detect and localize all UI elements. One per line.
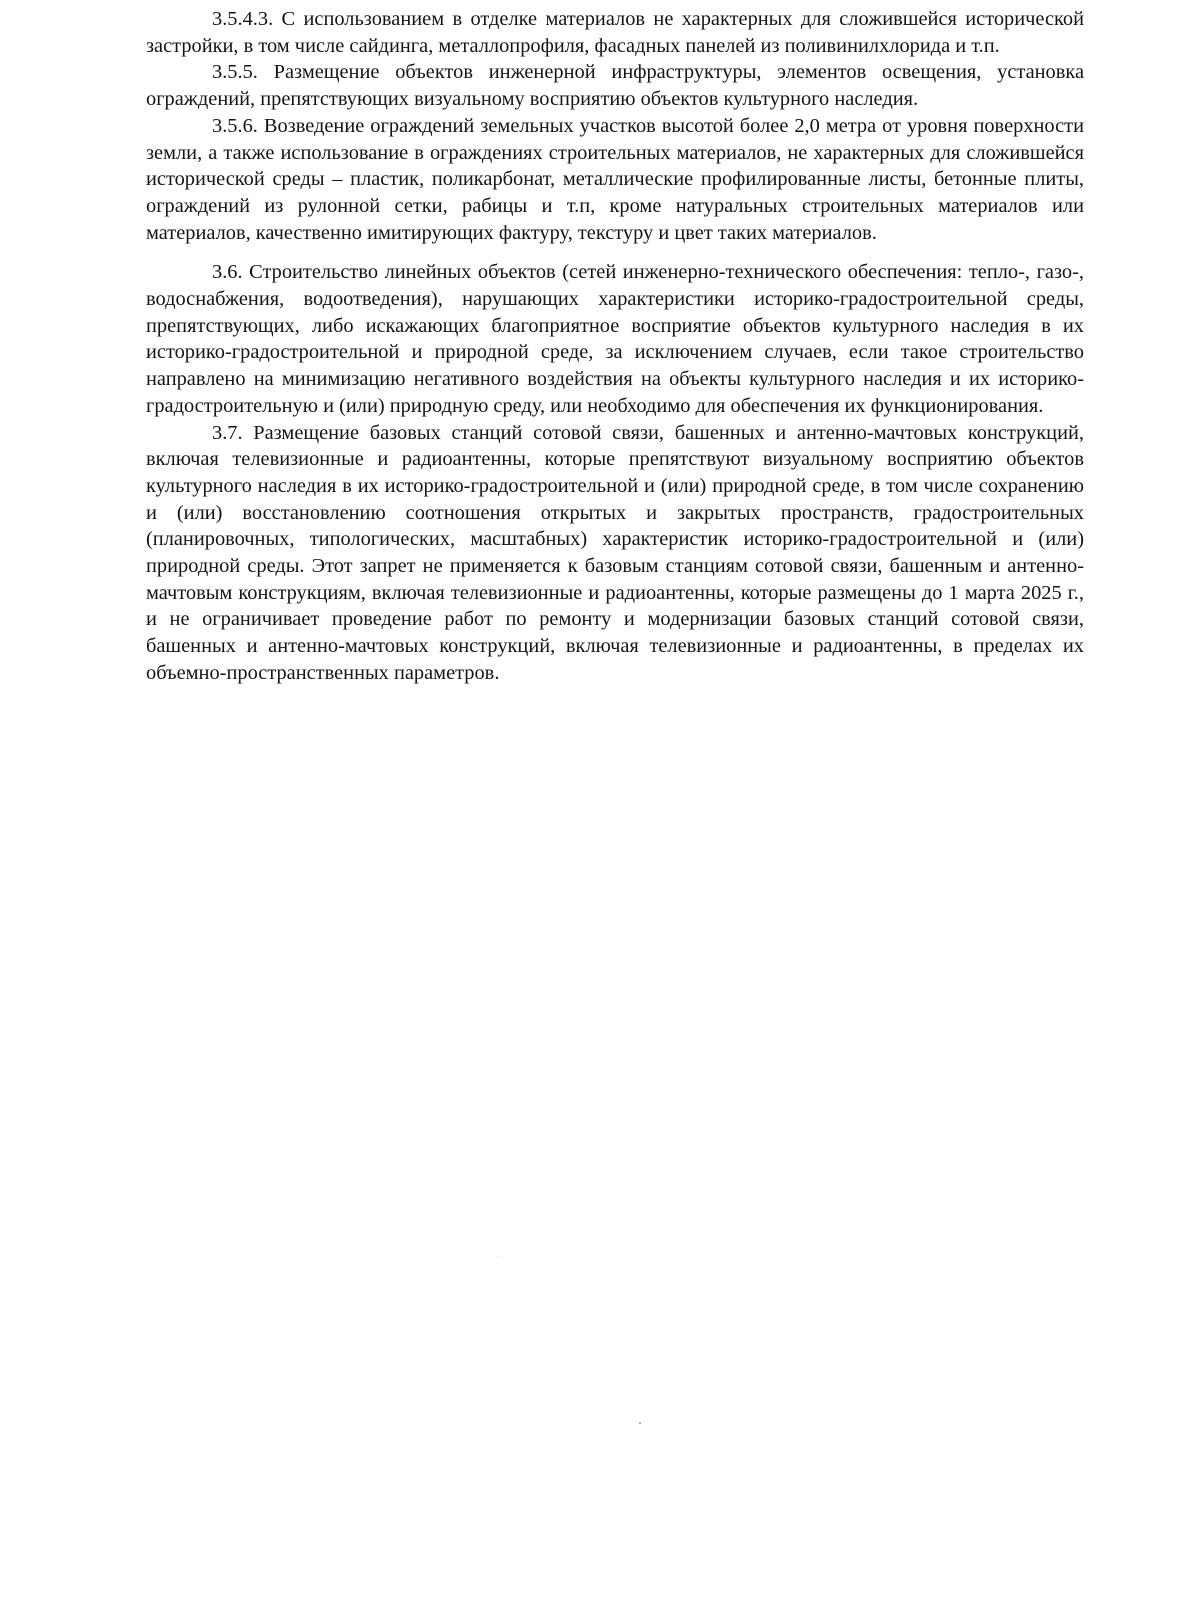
paragraph-3-5-4-3: 3.5.4.3. С использованием в отделке материалов не характерных для сложившейся исторической застройки, в том числе сайдинга, металлопрофиля, фасадных панелей из поливинилхлорида и т.п. xyxy=(146,8,1084,57)
scan-speck xyxy=(498,1256,499,1257)
scan-speck xyxy=(639,1422,641,1424)
document-body xyxy=(146,6,1084,687)
paragraph-3-5-5: 3.5.5. Размещение объектов инженерной инфраструктуры, элементов освещения, установка ограждений, препятствующих визуальному восприятию объектов культурного наследия. xyxy=(146,61,1084,111)
paragraph-3-5-6: 3.5.6. Возведение ограждений земельных участков высотой более 2,0 метра от уровня поверхности земли, а также использование в ограждениях строительных материалов, не характерных для сложившейся исторической среды – пластик, поликарбонат, металлические профилированные листы, бетонные плиты, ограждений из рулонной сетки, рабицы и т.п, кроме натуральных строительных материалов или материалов, качественно имитирующих фактуру, текстуру и цвет таких материалов. xyxy=(146,114,1084,244)
paragraph-3-7: 3.7. Размещение базовых станций сотовой связи, башенных и антенно-мачтовых конструкций, включая телевизионные и радиоантенны, которые препятствуют визуальному восприятию объектов культурного наследия в их историко-градостроительной и (или) природной среде, в том числе сохранению и (или) восстановлению соотношения открытых и закрытых пространств, градостроительных (планировочных, типологических, масштабных) характеристик историко-градостроительной и (или) природной среды. Этот запрет не применяется к базовым станциям сотовой связи, башенным и антенно-мачтовым конструкциям, включая телевизионные и радиоантенны, которые размещены до 1 марта 2025 г., и не ограничивает проведение работ по ремонту и модернизации базовых станций сотовой связи, башенных и антенно-мачтовых конструкций, включая телевизионные и радиоантенны, в пределах их объемно-пространственных параметров. xyxy=(146,421,1084,684)
paragraph-3-6: 3.6. Строительство линейных объектов (сетей инженерно-технического обеспечения: тепло-, газо-, водоснабжения, водоотведения), нарушающих характеристики историко-градостроительной среды, препятствующих, либо искажающих благоприятное восприятие объектов культурного наследия в их историко-градостроительной и природной среде, за исключением случаев, если такое строительство направлено на минимизацию негативного воздействия на объекты культурного наследия и их историко-градостроительную и (или) природную среду, или необходимо для обеспечения их функционирования. xyxy=(146,261,1084,417)
